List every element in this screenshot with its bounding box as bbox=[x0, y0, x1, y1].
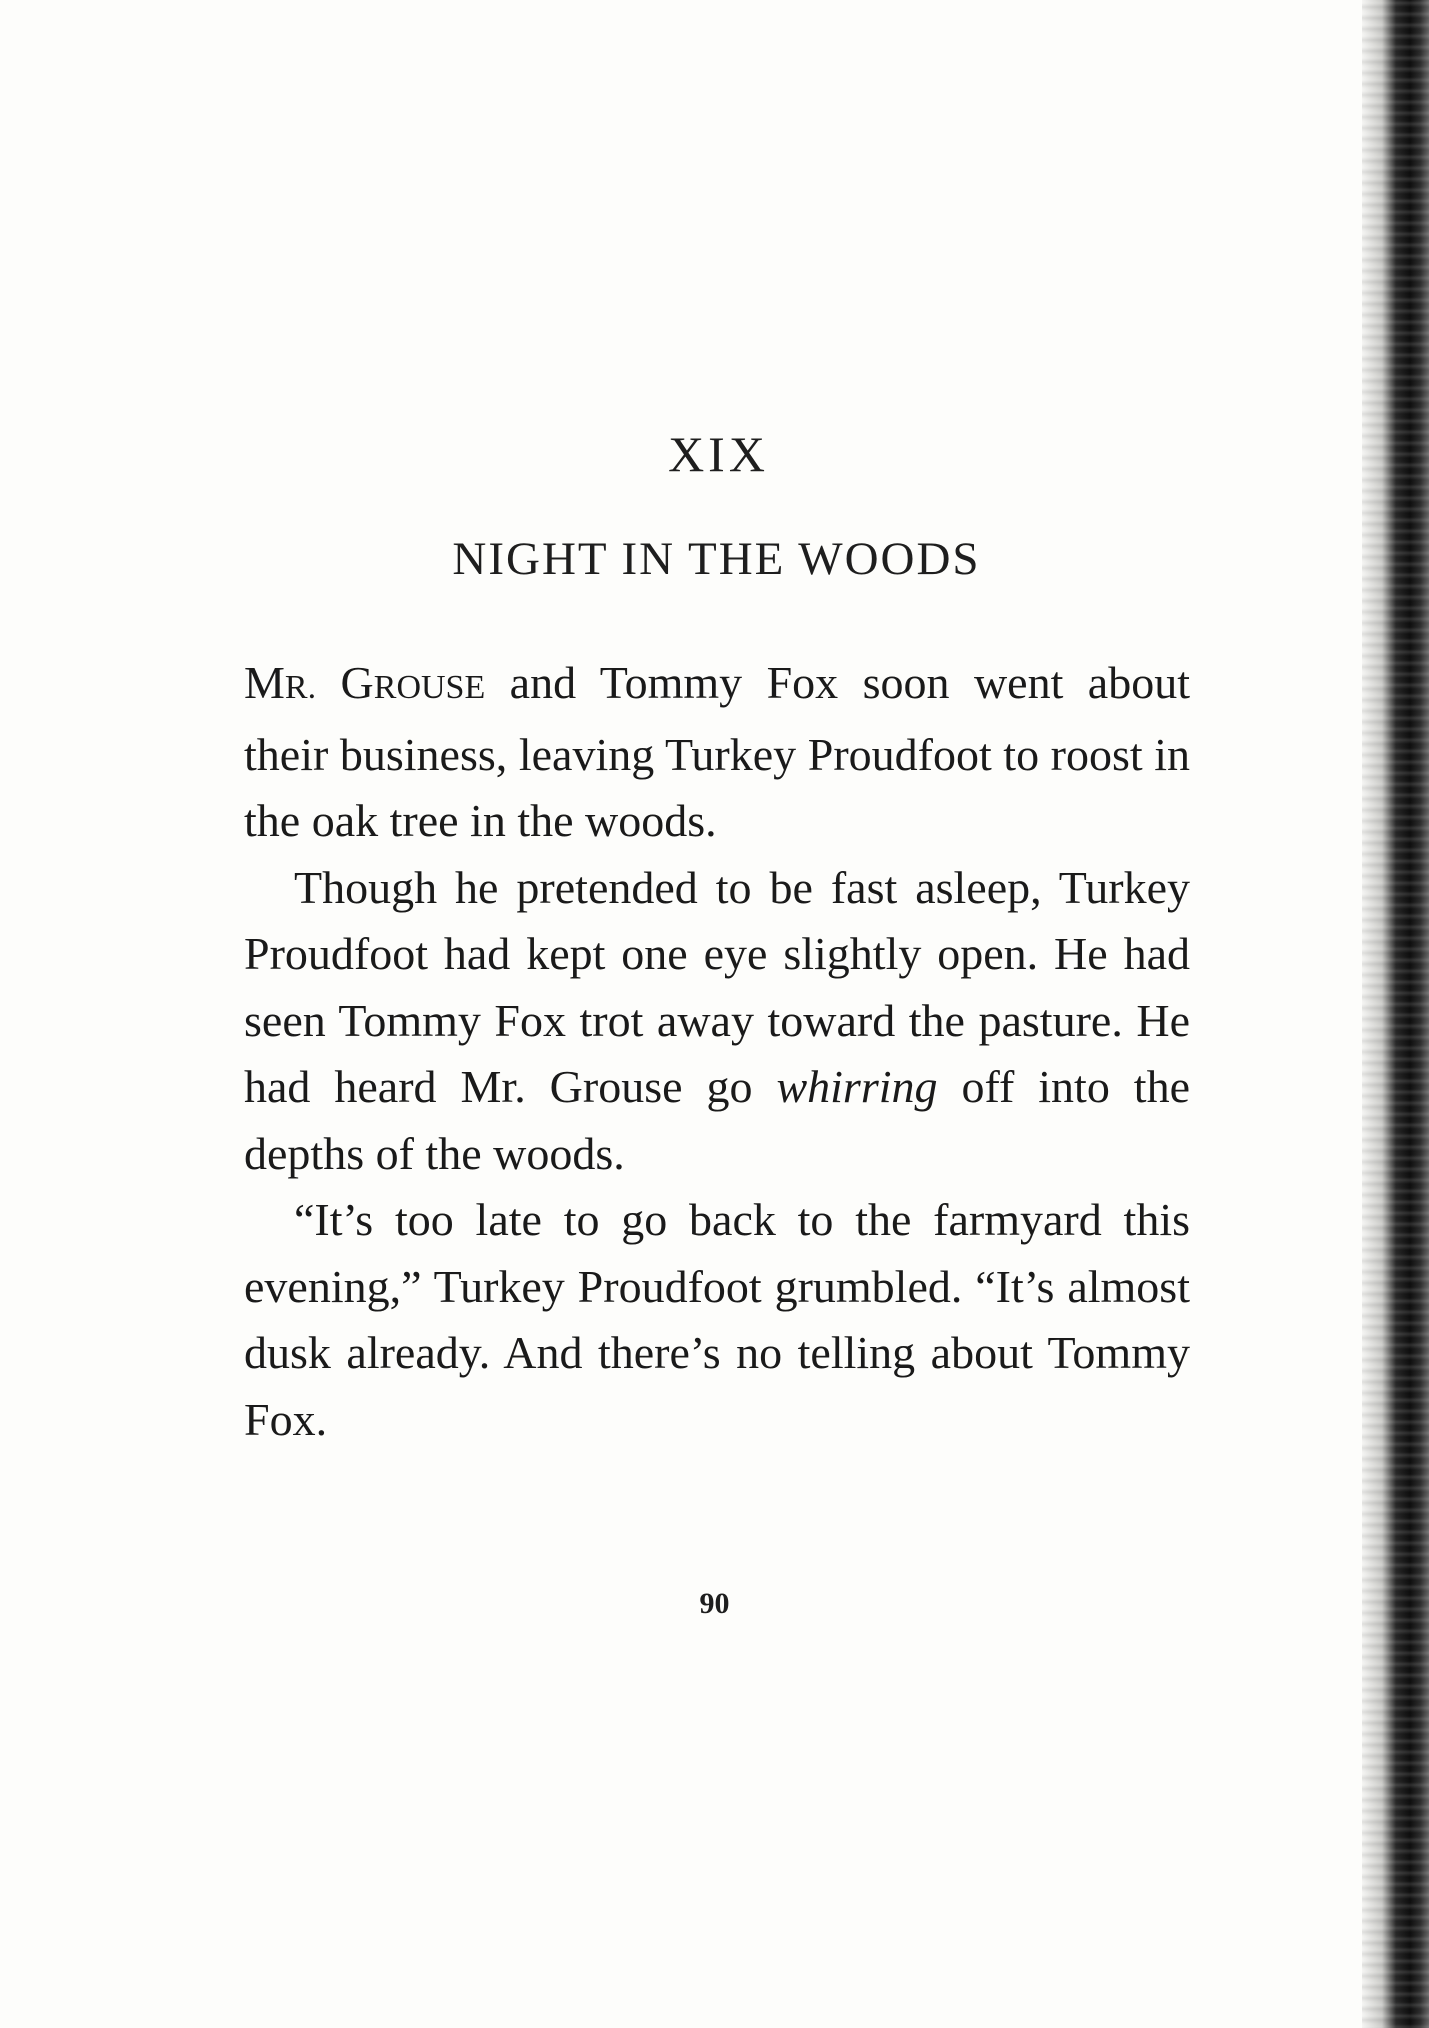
paragraph-2-text-before: Though he pretended to be fast asleep, Turkey Proudfoot had kept one eye slightly open. He had seen Tommy Fox trot away toward the pasture. He had heard Mr. Grouse go bbox=[244, 861, 1190, 1112]
paragraph-1 bbox=[244, 650, 1190, 855]
smallcap-initial: G bbox=[340, 657, 374, 708]
page-number bbox=[0, 1587, 1429, 1621]
smallcap-rest: ROUSE bbox=[373, 669, 486, 706]
smallcap-rest: R. bbox=[284, 669, 317, 706]
chapter-title bbox=[0, 532, 1429, 586]
paragraph-2 bbox=[244, 855, 1190, 1188]
body-text bbox=[244, 650, 1190, 1453]
paragraph-1-text: and Tommy Fox soon went about their business, leaving Turkey Proudfoot to roost in the oak tree in the woods. bbox=[244, 657, 1190, 846]
page-number-text: 90 bbox=[699, 1587, 730, 1620]
paragraph-3-text: “It’s too late to go back to the farmyard this evening,” Turkey Proudfoot grumbled. “It’s almost dusk already. And there’s no telling about Tommy Fox. bbox=[244, 1194, 1190, 1445]
chapter-title-text: NIGHT IN THE WOODS bbox=[452, 533, 981, 585]
chapter-number-text: XIX bbox=[668, 426, 769, 482]
chapter-number bbox=[0, 425, 1429, 483]
paragraph-2-text-after: off into the depths of the woods. bbox=[244, 1061, 1190, 1179]
binding-edge bbox=[1362, 0, 1429, 2028]
italic-word: whirring bbox=[776, 1061, 938, 1112]
smallcap-initial: M bbox=[244, 657, 285, 708]
paragraph-3 bbox=[244, 1187, 1190, 1453]
